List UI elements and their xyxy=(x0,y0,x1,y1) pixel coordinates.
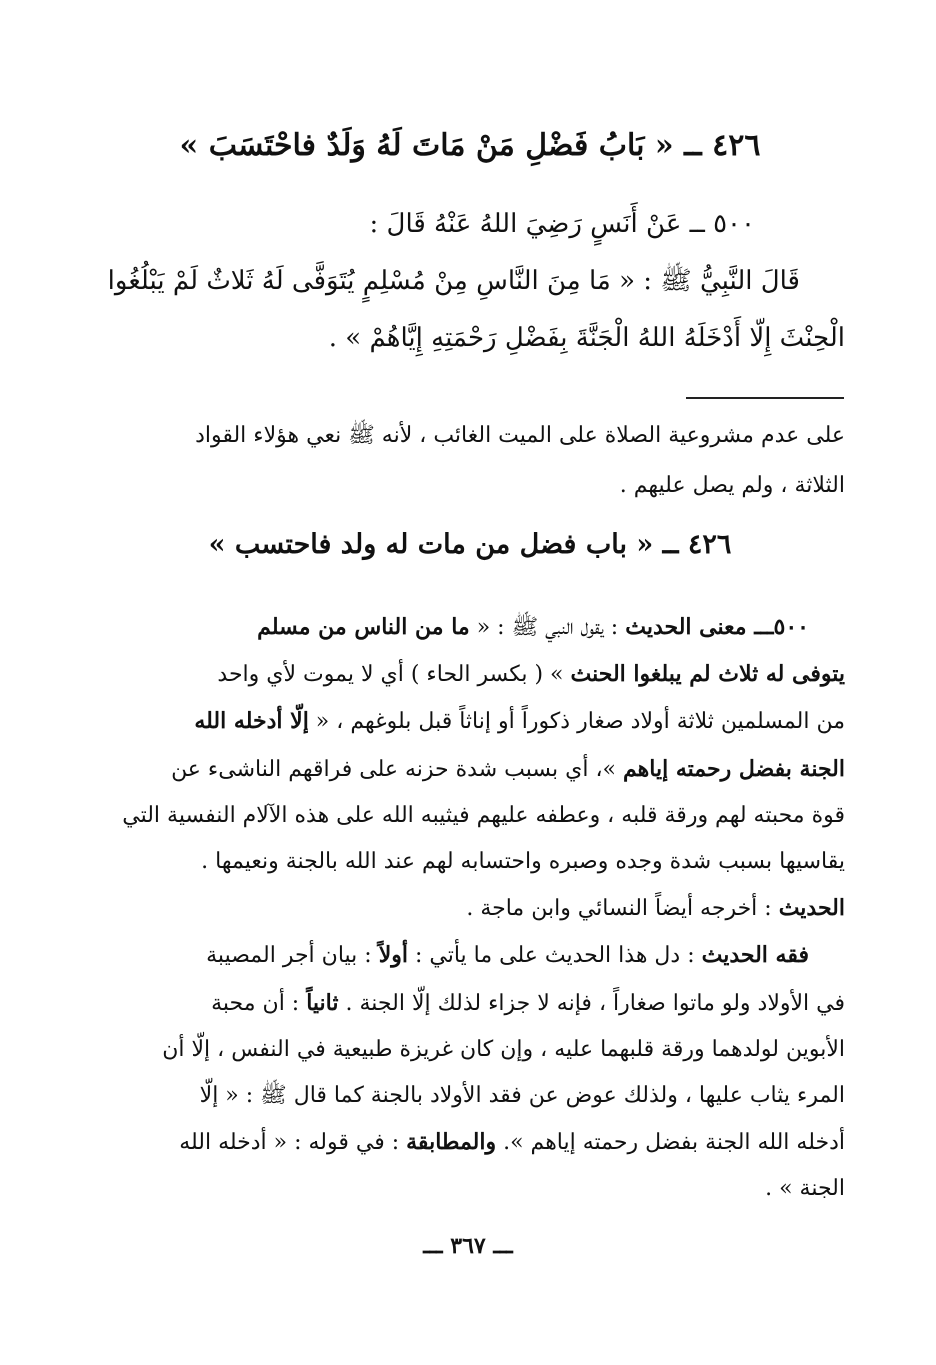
first-point-label: أولاً xyxy=(378,942,408,969)
hadith-quote: ما من الناس من مسلم xyxy=(257,614,470,640)
footnote-line-2: الثلاثة ، ولم يصل عليهم . xyxy=(619,473,845,498)
fiqh-label: فقه الحديث xyxy=(701,942,809,969)
fiqh-line: فقه الحديث : دل هذا الحديث على ما يأتي : أولاً : بيان أجر المصيبة xyxy=(206,942,809,969)
hadith-matn-line-2: الْحِنْثَ إِلّا أَدْخَلَهُ اللهُ الْجَنَّةَ بِفَضْلِ رَحْمَتِهِ إِيَّاهُمْ » . xyxy=(328,323,845,353)
commentary-line: يتوفى له ثلاث لم يبلغوا الحنث » ( بكسر الحاء ) أي لا يموت لأي واحد xyxy=(217,661,845,688)
hadith-text xyxy=(95,196,845,367)
chapter-title: ٤٢٦ ــ « بَابُ فَضْلِ مَنْ مَاتَ لَهُ وَلَدٌ فاحْتَسَبَ » xyxy=(179,128,761,163)
commentary-line: يقاسيها بسبب شدة وجده وصبره واحتسابه لهم عند الله بالجنة ونعيمها . xyxy=(201,849,845,875)
takhrij-line: الحديث : أخرجه أيضاً النسائي وابن ماجة . xyxy=(466,895,845,922)
commentary-line: من المسلمين ثلاثة أولاد صغار ذكوراً أو إناثاً قبل بلوغهم ، « إلّا أدخله الله xyxy=(194,708,845,735)
fiqh-line: الجنة » . xyxy=(765,1176,845,1202)
commentary-title: ٤٢٦ ــ « باب فضل من مات له ولد فاحتسب » xyxy=(208,529,732,560)
commentary-line: الجنة بفضل رحمته إياهم »، أي بسبب شدة حزنه على فراقهم الناشىء عن xyxy=(171,755,845,782)
fiqh-line: أدخله الله الجنة بفضل رحمته إياهم ». والمطابقة : في قوله : « أدخله الله xyxy=(179,1129,845,1156)
footnote-line-1: على عدم مشروعية الصلاة على الميت الغائب ، لأنه ﷺ نعي هؤلاء القواد xyxy=(195,423,845,448)
hadith-quote: إلّا أدخله الله xyxy=(194,708,309,735)
commentary-line: ٥٠٠ـــ معنى الحديث : يقول النبي ﷺ : « ما من الناس من مسلم xyxy=(257,614,809,640)
hadith-quote: يتوفى له ثلاث لم يبلغوا الحنث xyxy=(570,661,845,688)
commentary xyxy=(95,604,845,1213)
fiqh-line: الأبوين لولدهما ورقة قلبهما عليه ، وإن كان غريزة طبيعية في النفس ، إلّا أن xyxy=(162,1036,845,1062)
footnote-divider xyxy=(686,397,844,399)
hadith-isnad: ٥٠٠ ــ عَنْ أَنَسٍ رَضِيَ اللهُ عَنْهُ قَالَ : xyxy=(369,209,755,239)
takhrij-label: الحديث xyxy=(778,895,845,922)
matching-label: والمطابقة xyxy=(406,1129,497,1156)
page-number: ـــ ٣٦٧ ـــ xyxy=(423,1233,513,1259)
fiqh-line: المرء يثاب عليها ، ولذلك عوض عن فقد الأولاد بالجنة كما قال ﷺ : « إلّا xyxy=(199,1083,845,1109)
meaning-label: ٥٠٠ـــ معنى الحديث xyxy=(625,614,809,640)
hadith-matn-line-1: قَالَ النَّبِيُّ ﷺ : « مَا مِنَ النَّاسِ مِنْ مُسْلِمٍ يُتَوَفَّى لَهُ ثَلاثٌ لَمْ يَبْلُغُوا xyxy=(107,266,800,296)
footnote xyxy=(95,411,845,511)
fiqh-line: في الأولاد ولو ماتوا صغاراً ، فإنه لا جزاء لذلك إلّا الجنة . ثانياً : أن محبة xyxy=(211,989,845,1016)
second-point-label: ثانياً xyxy=(306,989,339,1016)
hadith-quote: الجنة بفضل رحمته إياهم xyxy=(623,755,845,782)
commentary-line: قوة محبته لهم ورقة قلبه ، وعطفه عليهم فيثيبه الله على هذه الآلام النفسية التي xyxy=(122,802,845,828)
